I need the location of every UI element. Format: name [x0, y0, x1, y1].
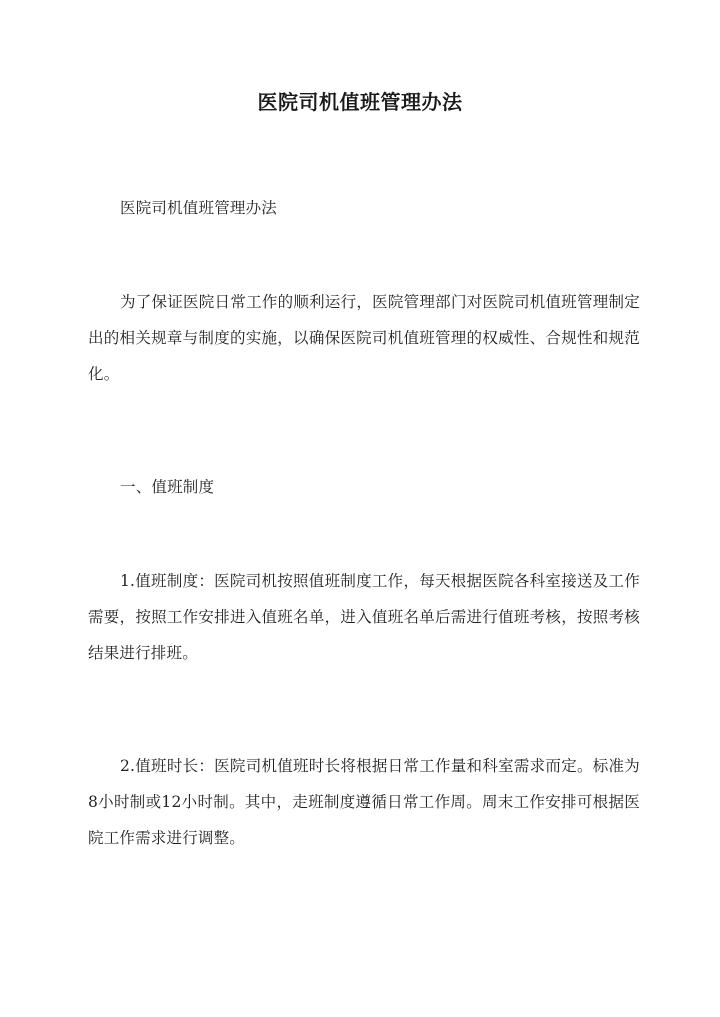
- intro-paragraph: 为了保证医院日常工作的顺利运行，医院管理部门对医院司机值班管理制定出的相关规章与制度的实施，以确保医院司机值班管理的权威性、合规性和规范化。: [88, 293, 640, 383]
- paragraph-duty-system: 1.值班制度：医院司机按照值班制度工作，每天根据医院各科室接送及工作需要，按照工作安排进入值班名单，进入值班名单后需进行值班考核，按照考核结果进行排班。: [88, 572, 640, 662]
- paragraph-duty-hours: 2.值班时长：医院司机值班时长将根据日常工作量和科室需求而定。标准为8小时制或12小时制。其中，走班制度遵循日常工作周。周末工作安排可根据医院工作需求进行调整。: [88, 757, 640, 847]
- document-title: 医院司机值班管理办法: [257, 90, 463, 114]
- document-subtitle: 医院司机值班管理办法: [120, 199, 278, 217]
- section-heading-duty-system: 一、值班制度: [120, 478, 215, 496]
